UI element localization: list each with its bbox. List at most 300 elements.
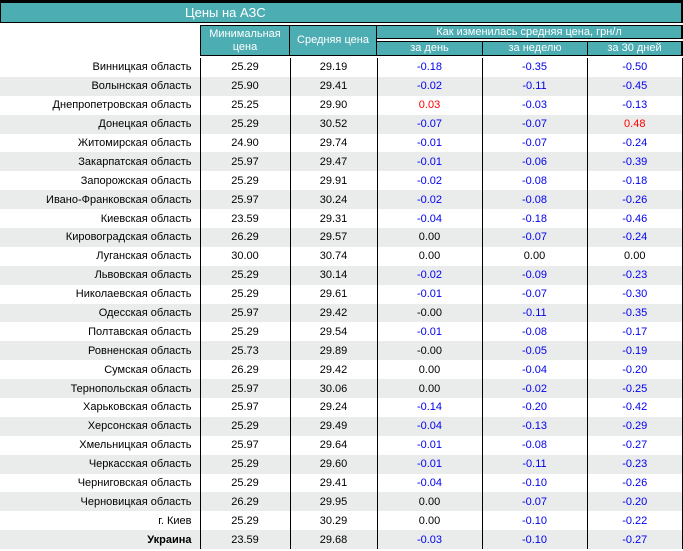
- change-per-day-cell: [377, 360, 482, 379]
- change-per-day-cell: [377, 58, 482, 77]
- avg-price-value: 29.49: [319, 420, 348, 433]
- change-per-day-value: -0.00: [416, 307, 443, 320]
- region-name-cell: Хмельницкая область: [79, 439, 192, 452]
- min-price-cell: [200, 379, 290, 398]
- table-row: [0, 322, 683, 341]
- region-name-cell: Николаевская область: [75, 288, 192, 301]
- min-price-cell: [200, 492, 290, 511]
- change-per-30-days-value: 0.48: [624, 118, 646, 131]
- change-per-30-days-value: -0.20: [622, 495, 648, 508]
- table-row: [0, 285, 683, 304]
- min-price-value: 25.29: [231, 61, 259, 74]
- change-per-day-value: -0.01: [416, 439, 443, 452]
- min-price-cell: [200, 58, 290, 77]
- table-row: [0, 152, 683, 171]
- avg-price-value: 29.19: [319, 61, 348, 74]
- table-row: [0, 266, 683, 285]
- col-header-min-price-label: Минимальная цена: [209, 27, 281, 53]
- table-row: [0, 209, 683, 228]
- change-per-30-days-value: -0.19: [622, 344, 648, 357]
- table-row: [0, 511, 683, 530]
- region-name-cell: Ивано-Франковская область: [46, 193, 192, 206]
- avg-price-cell: [290, 134, 377, 153]
- change-per-30-days-cell: [587, 134, 683, 153]
- table-row: [0, 115, 683, 134]
- change-per-30-days-value: -0.39: [622, 155, 648, 168]
- change-per-30-days-value: -0.23: [622, 269, 648, 282]
- table-row: [0, 304, 683, 323]
- change-per-day-value: -0.01: [416, 137, 443, 149]
- table-row: [0, 190, 683, 209]
- avg-price-cell: [290, 228, 377, 247]
- region-name-cell: Тернопольская область: [70, 382, 192, 395]
- avg-price-value: 29.68: [319, 533, 348, 546]
- change-per-30-days-value: -0.42: [622, 401, 648, 414]
- change-per-week-cell: [482, 228, 587, 247]
- change-per-30-days-value: -0.26: [622, 477, 648, 490]
- avg-price-cell: [290, 190, 377, 209]
- change-per-week-cell: [482, 398, 587, 417]
- avg-price-cell: [290, 304, 377, 323]
- change-per-week-value: -0.03: [521, 99, 548, 112]
- avg-price-value: 29.41: [319, 80, 348, 93]
- avg-price-value: 29.91: [319, 174, 348, 187]
- change-per-30-days-cell: [587, 247, 683, 266]
- change-per-day-cell: [377, 285, 482, 304]
- change-per-week-cell: [482, 436, 587, 455]
- change-per-day-value: -0.01: [416, 288, 443, 301]
- change-per-day-value: 0.00: [418, 514, 441, 527]
- min-price-cell: [200, 209, 290, 228]
- avg-price-cell: [290, 455, 377, 474]
- change-per-30-days-cell: [587, 530, 683, 549]
- min-price-value: 25.97: [231, 382, 259, 395]
- change-per-week-value: -0.08: [521, 193, 548, 206]
- change-per-week-cell: [482, 304, 587, 323]
- avg-price-value: 29.74: [319, 137, 348, 149]
- change-per-day-value: 0.00: [418, 250, 441, 263]
- min-price-cell: [200, 96, 290, 115]
- avg-price-cell: [290, 58, 377, 77]
- region-name-cell: Ровненская область: [88, 344, 192, 357]
- avg-price-cell: [290, 341, 377, 360]
- change-per-day-cell: [377, 134, 482, 153]
- change-per-week-value: -0.08: [521, 325, 548, 338]
- change-per-day-cell: [377, 77, 482, 96]
- change-per-30-days-cell: [587, 474, 683, 493]
- change-per-week-value: -0.09: [521, 269, 548, 282]
- change-per-day-cell: [377, 304, 482, 323]
- change-per-30-days-cell: [587, 209, 683, 228]
- col-header-per-30-days-label: за 30 дней: [607, 42, 662, 54]
- change-per-week-value: -0.11: [522, 458, 547, 471]
- change-per-week-cell: [482, 134, 587, 153]
- col-header-avg-price: [290, 25, 377, 56]
- change-per-day-value: -0.01: [416, 458, 443, 471]
- change-per-week-cell: [482, 360, 587, 379]
- change-per-week-value: -0.02: [521, 382, 548, 395]
- min-price-value: 25.97: [231, 401, 259, 414]
- change-per-week-value: -0.04: [521, 363, 548, 376]
- change-per-30-days-cell: [587, 511, 683, 530]
- min-price-cell: [200, 266, 290, 285]
- min-price-cell: [200, 285, 290, 304]
- change-per-day-cell: [377, 171, 482, 190]
- change-per-week-cell: [482, 341, 587, 360]
- change-per-day-cell: [377, 417, 482, 436]
- change-per-week-value: -0.20: [521, 401, 548, 414]
- change-per-day-value: -0.02: [416, 80, 443, 93]
- min-price-value: 24.90: [231, 137, 259, 149]
- min-price-cell: [200, 228, 290, 247]
- change-per-week-cell: [482, 266, 587, 285]
- region-name-cell: Луганская область: [96, 250, 192, 263]
- change-per-week-cell: [482, 171, 587, 190]
- change-per-week-cell: [482, 511, 587, 530]
- avg-price-value: 29.61: [319, 288, 348, 301]
- change-per-week-value: -0.35: [521, 61, 548, 74]
- region-name-cell: Черкасская область: [88, 458, 192, 471]
- col-group-header-price-change: [377, 25, 683, 39]
- table-header: [0, 25, 683, 56]
- change-per-week-value: -0.18: [521, 212, 548, 225]
- table-row: [0, 134, 683, 153]
- min-price-cell: [200, 530, 290, 549]
- avg-price-cell: [290, 247, 377, 266]
- change-per-30-days-value: -0.22: [622, 514, 648, 527]
- region-name-cell: Запорожская область: [80, 174, 192, 187]
- change-per-day-value: 0.00: [418, 495, 441, 508]
- col-header-avg-price-label: Средняя цена: [297, 34, 369, 46]
- change-per-30-days-value: -0.13: [622, 99, 648, 112]
- change-per-day-cell: [377, 474, 482, 493]
- avg-price-value: 29.60: [319, 458, 348, 471]
- change-per-30-days-cell: [587, 417, 683, 436]
- change-per-day-cell: [377, 379, 482, 398]
- change-per-30-days-value: -0.25: [622, 382, 648, 395]
- change-per-week-value: -0.07: [521, 495, 548, 508]
- table-row: [0, 96, 683, 115]
- change-per-week-value: -0.11: [522, 80, 547, 93]
- table-row: [0, 77, 683, 96]
- change-per-day-cell: [377, 152, 482, 171]
- avg-price-cell: [290, 436, 377, 455]
- change-per-day-cell: [377, 511, 482, 530]
- avg-price-cell: [290, 322, 377, 341]
- change-per-week-cell: [482, 152, 587, 171]
- change-per-day-value: -0.03: [416, 533, 443, 546]
- avg-price-value: 30.52: [319, 118, 348, 131]
- min-price-value: 25.29: [231, 514, 259, 527]
- change-per-30-days-value: -0.24: [622, 231, 648, 244]
- avg-price-cell: [290, 77, 377, 96]
- table-row: [0, 417, 683, 436]
- change-per-day-value: 0.03: [418, 99, 441, 112]
- min-price-value: 30.00: [231, 250, 259, 263]
- avg-price-value: 29.24: [319, 401, 348, 414]
- min-price-cell: [200, 77, 290, 96]
- table-row: [0, 474, 683, 493]
- avg-price-value: 30.29: [319, 514, 348, 527]
- min-price-cell: [200, 511, 290, 530]
- min-price-cell: [200, 417, 290, 436]
- avg-price-cell: [290, 285, 377, 304]
- avg-price-value: 29.47: [319, 155, 348, 168]
- region-name-cell: Харьковская область: [83, 401, 192, 414]
- avg-price-cell: [290, 209, 377, 228]
- change-per-day-value: -0.01: [416, 155, 443, 168]
- min-price-value: 25.97: [231, 307, 259, 320]
- table-body: [0, 58, 683, 549]
- min-price-cell: [200, 455, 290, 474]
- avg-price-cell: [290, 417, 377, 436]
- change-per-day-value: 0.00: [418, 363, 441, 376]
- change-per-day-cell: [377, 530, 482, 549]
- min-price-cell: [200, 190, 290, 209]
- table-row: [0, 58, 683, 77]
- change-per-day-cell: [377, 455, 482, 474]
- change-per-week-value: -0.07: [521, 231, 548, 244]
- min-price-value: 25.90: [231, 80, 259, 93]
- min-price-value: 25.29: [231, 118, 259, 131]
- change-per-day-cell: [377, 228, 482, 247]
- change-per-30-days-cell: [587, 77, 683, 96]
- min-price-cell: [200, 436, 290, 455]
- change-per-week-value: -0.10: [521, 533, 548, 546]
- min-price-value: 25.29: [231, 420, 259, 433]
- avg-price-value: 29.90: [319, 99, 348, 112]
- change-per-day-cell: [377, 96, 482, 115]
- change-per-week-cell: [482, 379, 587, 398]
- change-per-30-days-value: 0.00: [624, 250, 646, 263]
- avg-price-value: 29.31: [319, 212, 348, 225]
- min-price-value: 26.29: [231, 363, 259, 376]
- avg-price-value: 30.06: [319, 382, 348, 395]
- change-per-week-value: -0.08: [521, 174, 548, 187]
- min-price-value: 25.29: [231, 174, 259, 187]
- col-header-per-week: [482, 41, 587, 56]
- change-per-30-days-value: -0.17: [622, 325, 648, 338]
- change-per-30-days-cell: [587, 285, 683, 304]
- change-per-week-cell: [482, 474, 587, 493]
- col-group-header-price-change-label: Как изменилась средняя цена, грн/л: [436, 25, 622, 38]
- change-per-week-cell: [482, 285, 587, 304]
- region-name-cell: Житомирская область: [77, 137, 192, 149]
- change-per-week-cell: [482, 417, 587, 436]
- avg-price-value: 29.42: [319, 363, 348, 376]
- change-per-day-cell: [377, 492, 482, 511]
- change-per-30-days-cell: [587, 266, 683, 285]
- avg-price-cell: [290, 115, 377, 134]
- min-price-cell: [200, 304, 290, 323]
- change-per-30-days-cell: [587, 322, 683, 341]
- change-per-week-value: -0.06: [521, 155, 548, 168]
- avg-price-cell: [290, 379, 377, 398]
- avg-price-cell: [290, 398, 377, 417]
- avg-price-value: 29.41: [319, 477, 348, 490]
- min-price-cell: [200, 322, 290, 341]
- change-per-day-value: -0.07: [416, 118, 443, 131]
- change-per-30-days-value: -0.23: [622, 458, 648, 471]
- change-per-week-cell: [482, 77, 587, 96]
- change-per-30-days-value: -0.26: [622, 193, 648, 206]
- change-per-30-days-cell: [587, 304, 683, 323]
- min-price-value: 25.97: [231, 193, 259, 206]
- region-name-cell: Черниговская область: [77, 477, 192, 490]
- change-per-day-value: -0.04: [416, 477, 443, 490]
- col-header-per-30-days: [587, 41, 683, 56]
- avg-price-cell: [290, 96, 377, 115]
- change-per-day-value: 0.00: [418, 231, 441, 244]
- avg-price-value: 30.14: [319, 269, 348, 282]
- table-row: [0, 341, 683, 360]
- avg-price-value: 29.42: [319, 307, 348, 320]
- min-price-value: 26.29: [231, 231, 259, 244]
- change-per-30-days-cell: [587, 152, 683, 171]
- change-per-week-value: -0.07: [521, 288, 548, 301]
- change-per-day-cell: [377, 436, 482, 455]
- change-per-day-cell: [377, 209, 482, 228]
- avg-price-value: 29.57: [319, 231, 348, 244]
- change-per-30-days-value: -0.50: [622, 61, 648, 74]
- change-per-30-days-cell: [587, 436, 683, 455]
- change-per-day-cell: [377, 190, 482, 209]
- change-per-30-days-cell: [587, 171, 683, 190]
- min-price-cell: [200, 474, 290, 493]
- change-per-day-cell: [377, 322, 482, 341]
- avg-price-cell: [290, 152, 377, 171]
- change-per-week-value: -0.07: [521, 118, 548, 131]
- change-per-week-cell: [482, 190, 587, 209]
- change-per-day-value: -0.18: [416, 61, 443, 74]
- change-per-day-cell: [377, 247, 482, 266]
- region-name-cell: Сумская область: [104, 363, 192, 376]
- table-row: [0, 379, 683, 398]
- avg-price-cell: [290, 360, 377, 379]
- avg-price-value: 29.54: [319, 325, 348, 338]
- change-per-week-value: -0.08: [521, 439, 548, 452]
- region-column-spacer: [0, 25, 200, 56]
- change-per-30-days-cell: [587, 398, 683, 417]
- change-per-day-cell: [377, 266, 482, 285]
- change-per-week-value: -0.05: [521, 344, 548, 357]
- region-name-cell: Львовская область: [94, 269, 192, 282]
- change-per-week-cell: [482, 115, 587, 134]
- change-per-30-days-value: -0.29: [622, 420, 648, 433]
- avg-price-cell: [290, 492, 377, 511]
- table-title-band: [0, 0, 683, 23]
- change-per-30-days-cell: [587, 492, 683, 511]
- min-price-cell: [200, 247, 290, 266]
- change-per-30-days-cell: [587, 455, 683, 474]
- min-price-value: 25.29: [231, 458, 259, 471]
- change-per-30-days-value: -0.46: [622, 212, 648, 225]
- table-row: [0, 360, 683, 379]
- table-row: [0, 455, 683, 474]
- avg-price-cell: [290, 474, 377, 493]
- change-per-30-days-cell: [587, 190, 683, 209]
- region-name-cell: Одесская область: [98, 307, 192, 320]
- change-per-30-days-cell: [587, 115, 683, 134]
- col-header-min-price: [200, 25, 290, 56]
- region-name-cell: Волынская область: [91, 80, 192, 93]
- region-name-cell: Полтавская область: [88, 325, 192, 338]
- region-name-cell: г. Киев: [158, 514, 192, 527]
- change-per-week-value: -0.10: [521, 477, 548, 490]
- change-per-week-cell: [482, 96, 587, 115]
- min-price-value: 25.97: [231, 155, 259, 168]
- change-per-30-days-cell: [587, 228, 683, 247]
- min-price-value: 26.29: [231, 495, 259, 508]
- change-per-week-value: -0.10: [521, 514, 548, 527]
- change-per-day-value: -0.14: [416, 401, 443, 414]
- min-price-value: 25.29: [231, 288, 259, 301]
- avg-price-value: 29.64: [319, 439, 348, 452]
- col-header-per-week-label: за неделю: [508, 42, 562, 54]
- min-price-cell: [200, 152, 290, 171]
- change-per-30-days-cell: [587, 341, 683, 360]
- change-per-week-cell: [482, 209, 587, 228]
- change-per-week-cell: [482, 455, 587, 474]
- table-row: [0, 530, 683, 549]
- table-row: [0, 436, 683, 455]
- change-per-week-value: -0.11: [522, 307, 547, 320]
- col-header-per-day: [377, 41, 482, 56]
- region-name-cell: Черновицкая область: [80, 495, 192, 508]
- min-price-cell: [200, 115, 290, 134]
- change-per-day-value: -0.01: [416, 325, 443, 338]
- change-per-30-days-cell: [587, 360, 683, 379]
- change-per-day-value: -0.00: [416, 344, 443, 357]
- min-price-value: 25.73: [231, 344, 259, 357]
- change-per-week-cell: [482, 530, 587, 549]
- fuel-price-table: [0, 58, 683, 549]
- min-price-cell: [200, 171, 290, 190]
- table-row: [0, 492, 683, 511]
- change-per-30-days-value: -0.24: [622, 137, 648, 149]
- avg-price-value: 30.24: [319, 193, 348, 206]
- change-per-day-cell: [377, 341, 482, 360]
- change-per-30-days-value: -0.27: [622, 439, 648, 452]
- change-per-week-value: -0.07: [521, 137, 548, 149]
- table-row: [0, 398, 683, 417]
- change-per-30-days-value: -0.27: [622, 533, 648, 546]
- change-per-30-days-cell: [587, 379, 683, 398]
- change-per-week-cell: [482, 322, 587, 341]
- min-price-value: 25.25: [231, 99, 259, 112]
- change-per-day-value: -0.02: [416, 174, 443, 187]
- table-row: [0, 171, 683, 190]
- region-name-cell: Винницкая область: [92, 61, 192, 74]
- region-name-cell: Днепропетровская область: [52, 99, 192, 112]
- change-per-week-value: 0.00: [523, 250, 546, 263]
- min-price-value: 23.59: [231, 212, 259, 225]
- avg-price-value: 30.74: [319, 250, 348, 263]
- min-price-value: 25.29: [231, 325, 259, 338]
- avg-price-cell: [290, 171, 377, 190]
- change-per-30-days-value: -0.20: [622, 363, 648, 376]
- min-price-cell: [200, 360, 290, 379]
- avg-price-value: 29.89: [319, 344, 348, 357]
- col-header-per-day-label: за день: [410, 42, 449, 54]
- change-per-day-value: -0.02: [416, 193, 443, 206]
- region-name-cell: Украина: [147, 533, 192, 546]
- change-per-30-days-value: -0.30: [622, 288, 648, 301]
- table-row: [0, 228, 683, 247]
- min-price-value: 25.29: [231, 269, 259, 282]
- change-per-30-days-value: -0.45: [622, 80, 648, 93]
- avg-price-value: 29.95: [319, 495, 348, 508]
